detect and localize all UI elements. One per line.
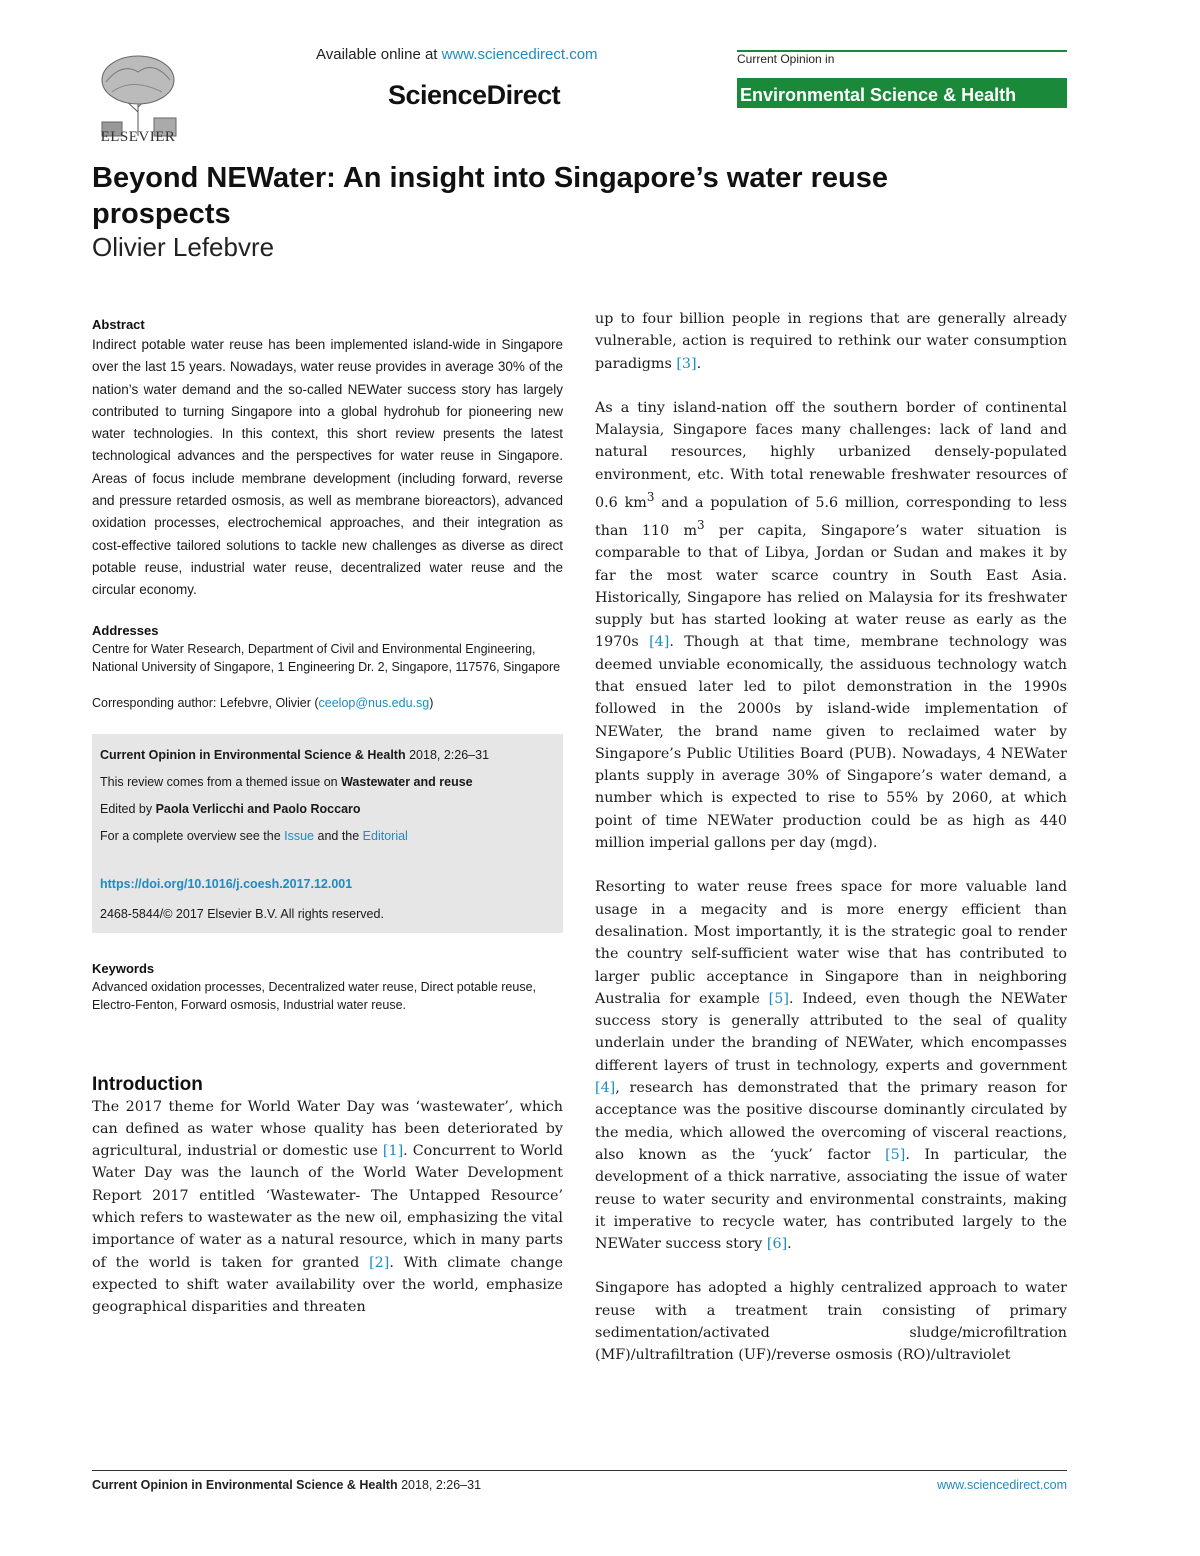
r3-text-a: Resorting to water reuse frees space for more valuable land usage in a megacity and is more energy efficient than desalination. Most importantly, it is the strategic goal to render the country self-sufficient water wise that has contributed to larger public acceptance in Singapore than in neighboring Australia for example <box>595 879 1067 1007</box>
editorial-link[interactable]: Editorial <box>362 828 408 843</box>
edited-by <box>100 800 555 818</box>
r3-text-c: , research has demonstrated that the primary reason for acceptance was the positive discourse dominantly circulated by the media, which allowed the overcoming of visceral reactions, also known as the ‘yuck’ factor <box>595 1080 1067 1163</box>
footer-divider <box>92 1470 1067 1471</box>
superscript-3b: 3 <box>697 518 705 533</box>
journal-banner: Environmental Science & Health <box>737 78 1067 108</box>
themed-prefix: This review comes from a themed issue on <box>100 774 342 789</box>
footer-volume: 2018, 2:26–31 <box>397 1478 482 1492</box>
introduction-paragraph <box>92 1096 563 1319</box>
intro-text-a: The 2017 theme for World Water Day was ‘wastewater’, which can defined as water whose quality has been deteriorated by agricultural, industrial or domestic use <box>92 1098 563 1160</box>
abstract-text: Indirect potable water reuse has been implemented island-wide in Singapore over the last 15 years. Nowadays, water reuse provides in average 30% of the nation’s water demand and the so-called NEWater success story has largely contributed to turning Singapore into a global hydrohub for pioneering new water technologies. In this context, this short review presents the latest technological advances and the perspectives for water reuse in Singapore. Areas of focus include membrane development (including forward, reverse and pressure retarded osmosis, as well as membrane bioreactors), advanced oxidation processes, electrochemical approaches, and their integration as cost-effective tailored solutions to tackle new challenges as diverse as direct potable reuse, industrial water reuse, decentralized water reuse and the circular economy. <box>92 337 563 598</box>
r3-text-e: . <box>787 1236 792 1253</box>
corresponding-suffix: ) <box>429 695 434 710</box>
doi-link[interactable]: https://doi.org/10.1016/j.coesh.2017.12.001 <box>100 876 353 891</box>
keywords-label: Keywords <box>92 960 155 976</box>
r2-text-b: and a population of 5.6 million, corresponding to less than 110 m <box>595 494 1067 539</box>
ref-3[interactable]: [3] <box>676 355 697 372</box>
right-paragraph-2 <box>595 397 1067 854</box>
r3-text-b: . Indeed, even though the NEWater success story is generally attributed to the seal of quality underlain under the branding of NEWater, which encompasses different layers of trust in technology, experts and government <box>595 990 1067 1074</box>
right-paragraph-3 <box>595 876 1067 1255</box>
themed-topic: Wastewater and reuse <box>341 774 473 789</box>
journal-citation <box>100 746 555 764</box>
addresses-label: Addresses <box>92 622 159 638</box>
ref-4[interactable]: [4] <box>649 634 670 651</box>
overview-mid: and the <box>314 828 363 843</box>
addresses-text: Centre for Water Research, Department of Civil and Environmental Engineering, National University of Singapore, 1 Engineering Dr. 2, Singapore, 117576, Singapore <box>92 641 561 674</box>
r1-text-b: . <box>696 355 702 372</box>
ref-2[interactable]: [2] <box>369 1254 390 1271</box>
article-title: Beyond NEWater: An insight into Singapore’s water reuse prospects <box>92 162 888 230</box>
doi-row <box>100 875 555 893</box>
article-author: Olivier Lefebvre <box>92 232 275 262</box>
email-link[interactable]: ceelop@nus.edu.sg <box>318 695 430 710</box>
overview-line <box>100 827 555 845</box>
ref-5b[interactable]: [5] <box>885 1146 906 1163</box>
keywords-text: Advanced oxidation processes, Decentralized water reuse, Direct potable reuse, Electro-Fenton, Forward osmosis, Industrial water reuse. <box>92 979 536 1012</box>
left-column <box>92 317 563 1319</box>
issue-link[interactable]: Issue <box>284 828 315 843</box>
r2-text-a: As a tiny island-nation off the southern border of continental Malaysia, Singapore faces many challenges: lack of land and natural resources, highly urbanized densely-populated environment, etc. With total renewable freshwater resources of 0.6 km <box>595 399 1067 511</box>
intro-text-b: . Concurrent to World Water Day was the launch of the World Water Development Report 2017 entitled ‘Wastewater- The Untapped Resource’ which refers to wastewater as the new oil, emphasizing the vital importance of water as a natural resource, which in many parts of the world is taken for granted <box>92 1143 563 1271</box>
available-online <box>316 46 598 63</box>
intro-text-c: . With climate change expected to shift water availability over the world, emphasize geographical disparities and threaten <box>92 1254 563 1316</box>
ref-5a[interactable]: [5] <box>768 990 789 1007</box>
journal-prefix: Current Opinion in <box>737 52 1067 66</box>
r3-text-d: . In particular, the development of a thick narrative, associating the issue of water reuse to water security and environmental constraints, making it imperative to recycle water, has contributed largely to the NEWater success story <box>595 1146 1067 1253</box>
infobox-year-pages: 2018, 2:26–31 <box>405 747 490 762</box>
overview-prefix: For a complete overview see the <box>100 828 285 843</box>
r1-text-a: up to four billion people in regions that are generally already vulnerable, action is required to rethink our water consumption paradigms <box>595 311 1067 372</box>
editors: Paola Verlicchi and Paolo Roccaro <box>155 801 361 816</box>
copyright: 2468-5844/© 2017 Elsevier B.V. All rights reserved. <box>100 906 384 921</box>
ref-4b[interactable]: [4] <box>595 1080 616 1097</box>
elsevier-wordmark: ELSEVIER <box>100 129 176 145</box>
themed-issue <box>100 773 555 791</box>
abstract-label: Abstract <box>92 317 145 332</box>
right-paragraph-1 <box>595 308 1067 375</box>
footer-journal: Current Opinion in Environmental Science & Health <box>92 1478 398 1492</box>
article-info-box <box>92 734 563 933</box>
corresponding-author <box>92 694 563 712</box>
available-prefix: Available online at <box>316 46 442 63</box>
edited-prefix: Edited by <box>100 801 156 816</box>
r2-text-c: per capita, Singapore’s water situation is comparable to that of Libya, Jordan or Sudan and makes it by far the most water scarce country in South East Asia. Historically, Singapore has relied on Malaysia for its freshwater supply but has started looking at water reuse as early as the 1970s <box>595 522 1068 651</box>
corresponding-prefix: Corresponding author: Lefebvre, Olivier ( <box>92 695 319 710</box>
infobox-journal: Current Opinion in Environmental Science & Health <box>100 747 406 762</box>
sciencedirect-link[interactable]: www.sciencedirect.com <box>441 46 598 63</box>
ref-1[interactable]: [1] <box>382 1143 404 1160</box>
right-paragraph-4: Singapore has adopted a highly centralized approach to water reuse with a treatment train consisting of primary sedimentation/activated sludge/microfiltration (MF)/ultrafiltration (UF)/reverse osmosis (RO)/ultraviolet <box>595 1280 1067 1364</box>
r2-text-d: . Though at that time, membrane technology was deemed unviable economically, the assiduous technology watch that ensued later led to pilot demonstration in the 1990s followed in the 2000s by island-wide implementation of NEWater, the brand name given to reclaimed water by Singapore’s Public Utilities Board (PUB). Nowadays, 4 NEWater plants supply in average 30% of Singapore’s water demand, a number which is expected to rise to 55% by 2060, at which point of time NEWater production could be as high as 440 million imperial gallons per day (mgd). <box>595 634 1067 852</box>
sciencedirect-title: ScienceDirect <box>388 80 561 110</box>
ref-6[interactable]: [6] <box>766 1236 788 1253</box>
footer-citation <box>92 1478 481 1492</box>
right-column <box>595 308 1067 1389</box>
footer-site-link[interactable]: www.sciencedirect.com <box>937 1478 1067 1492</box>
superscript-3a: 3 <box>646 490 655 505</box>
introduction-heading: Introduction <box>92 1073 203 1095</box>
